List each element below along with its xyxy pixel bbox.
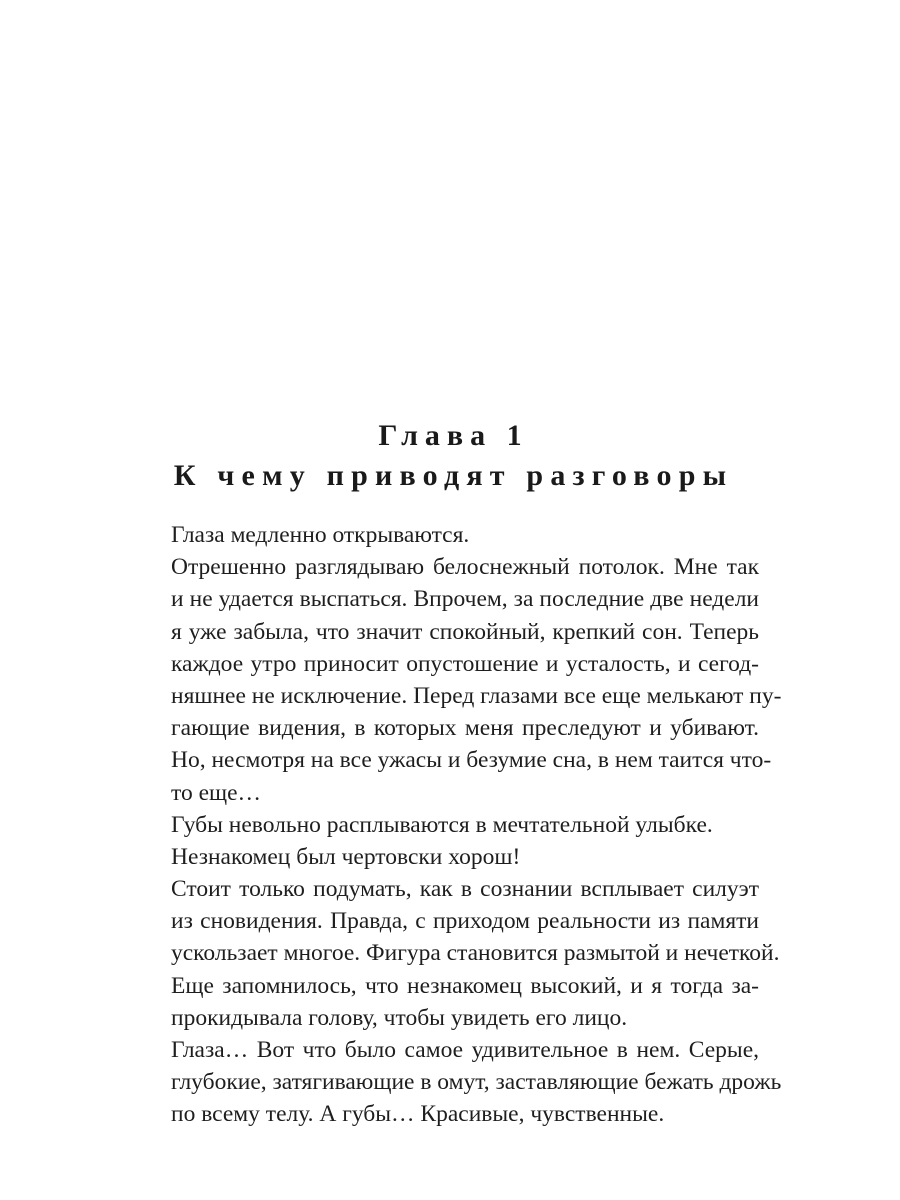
text-line: я уже забыла, что значит спокойный, крепкий сон. Теперь [171, 618, 759, 645]
text-line: гающие видения, в которых меня преследуют и убивают. [171, 715, 759, 742]
text-line: из сновидения. Правда, с приходом реальности из памяти [171, 908, 759, 935]
text-line: то еще… [171, 779, 262, 806]
text-line: по всему телу. А губы… Красивые, чувственные. [171, 1101, 665, 1128]
text-line: и не удается выспаться. Впрочем, за последние две недели [171, 586, 759, 613]
text-line: Глаза медленно открываются. [171, 522, 470, 548]
chapter-body-text [143, 519, 782, 1131]
text-line: Стоит только подумать, как в сознании всплывает силуэт [171, 876, 759, 903]
text-line: няшнее не исключение. Перед глазами все еще мелькают пу- [171, 682, 782, 709]
paragraph-1 [143, 519, 759, 551]
text-line: глубокие, затягивающие в омут, заставляющие бежать дрожь [171, 1069, 782, 1096]
paragraph-3 [143, 809, 759, 841]
chapter-number: Глава 1 [378, 419, 529, 452]
text-line: каждое утро приносит опустошение и усталость, и сегод- [171, 650, 759, 677]
paragraph-5 [143, 873, 780, 1034]
paragraph-4 [143, 841, 759, 873]
text-line: Незнакомец был чертовски хорош! [171, 843, 521, 870]
text-line: Еще запомнилось, что незнакомец высокий, и я тогда за- [171, 972, 759, 999]
text-line: Отрешенно разглядываю белоснежный потолок. Мне так [171, 554, 759, 581]
chapter-heading [0, 418, 900, 494]
text-line: Глаза… Вот что было самое удивительное в нем. Серые, [171, 1037, 759, 1063]
text-line: Губы невольно расплываются в мечтательной улыбке. [171, 811, 713, 838]
paragraph-6 [143, 1034, 782, 1131]
text-line: ускользает многое. Фигура становится размытой и нечеткой. [171, 940, 780, 967]
paragraph-2 [143, 551, 782, 809]
text-line: прокидывала голову, чтобы увидеть его лицо. [171, 1004, 628, 1031]
chapter-title: К чему приводят разговоры [173, 459, 734, 492]
text-line: Но, несмотря на все ужасы и безумие сна, в нем таится что- [171, 747, 772, 774]
